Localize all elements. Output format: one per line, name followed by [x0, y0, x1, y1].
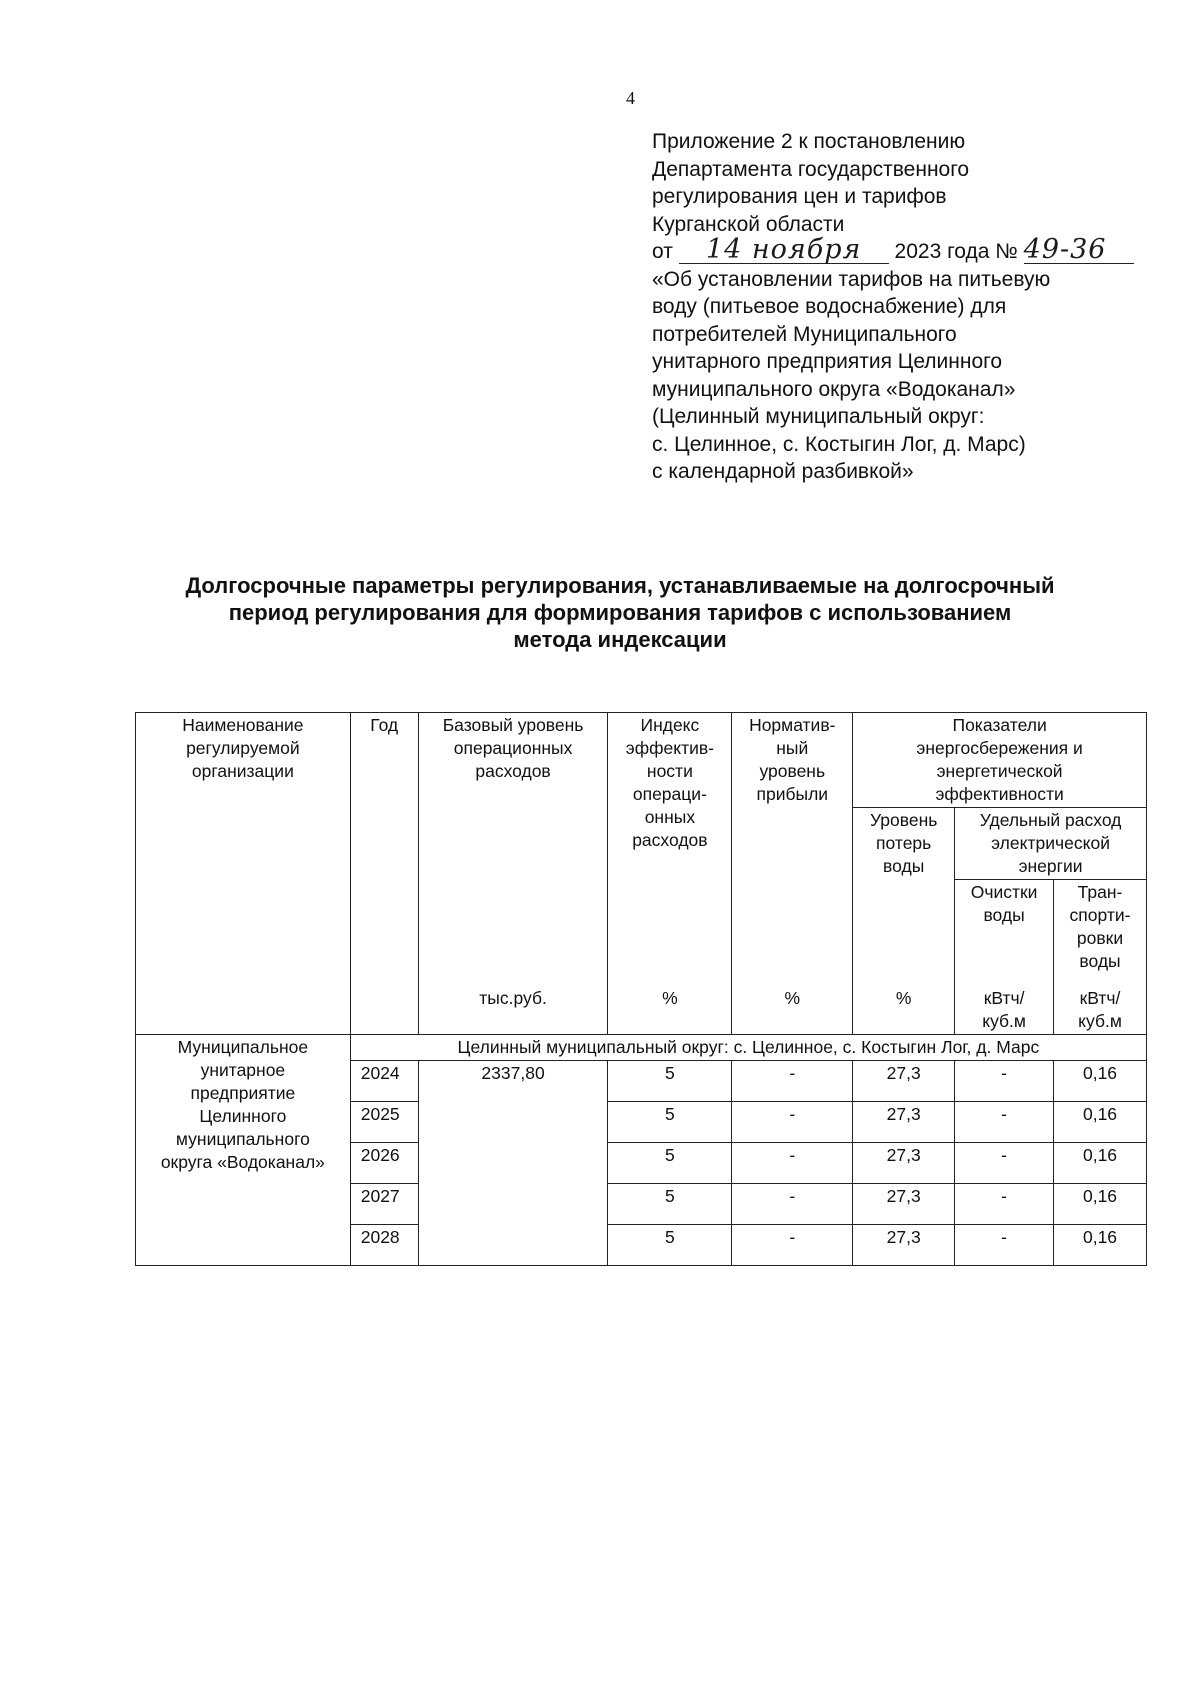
header-base-costs: Базовый уровень операционных расходов [418, 713, 608, 987]
transport-cell: 0,16 [1054, 1061, 1147, 1102]
unit-base-costs: тыс.руб. [418, 986, 608, 1035]
profit-cell: - [732, 1102, 853, 1143]
losses-cell: 27,3 [853, 1225, 955, 1266]
transport-cell: 0,16 [1054, 1225, 1147, 1266]
transport-cell: 0,16 [1054, 1102, 1147, 1143]
number-blank [1023, 234, 1134, 265]
index-cell: 5 [608, 1102, 732, 1143]
year-cell: 2024 [350, 1061, 418, 1102]
header-specific-consumption: Удельный расход электрической энергии [955, 808, 1147, 880]
document-title [120, 572, 1120, 653]
subject-line: «Об установлении тарифов на питьевую [652, 267, 1051, 291]
subject-line: унитарного предприятия Целинного [652, 350, 1003, 373]
transport-cell: 0,16 [1054, 1184, 1147, 1225]
handwritten-number: 49-36 [1023, 234, 1107, 265]
appendix-line: Приложение 2 к постановлению [652, 130, 966, 153]
appendix-line: Департамента государственного [652, 157, 970, 181]
cleaning-cell: - [955, 1225, 1054, 1266]
cleaning-cell: - [955, 1061, 1054, 1102]
profit-cell: - [732, 1143, 853, 1184]
appendix-line: регулирования цен и тарифов [652, 185, 947, 208]
page-number: 4 [626, 88, 635, 108]
appendix-date-line [652, 234, 1152, 266]
title-line: метода индексации [513, 627, 727, 652]
header-water-losses: Уровень потерь воды [853, 808, 955, 987]
index-cell: 5 [608, 1225, 732, 1266]
subject-line: (Целинный муниципальный округ: [652, 405, 985, 428]
year-cell: 2026 [350, 1143, 418, 1184]
org-name-cell: Муниципальное унитарное предприятие Целинного муниципального округа «Водоканал» [136, 1035, 351, 1266]
title-line: период регулирования для формирования тарифов с использованием [228, 600, 1012, 625]
appendix-block [652, 128, 1152, 486]
year-cell: 2028 [350, 1225, 418, 1266]
profit-cell: - [732, 1225, 853, 1266]
transport-cell: 0,16 [1054, 1143, 1147, 1184]
header-water-cleaning: Очистки воды [955, 880, 1054, 987]
unit-cleaning: кВтч/ куб.м [955, 986, 1054, 1035]
subject-line: с календарной разбивкой» [652, 460, 914, 483]
cleaning-cell: - [955, 1102, 1054, 1143]
base-cost-value: 2337,80 [418, 1061, 608, 1266]
cleaning-cell: - [955, 1184, 1054, 1225]
index-cell: 5 [608, 1184, 732, 1225]
unit-profit: % [732, 986, 853, 1035]
year-cell: 2025 [350, 1102, 418, 1143]
date-prefix: от [652, 240, 673, 263]
profit-cell: - [732, 1061, 853, 1102]
profit-cell: - [732, 1184, 853, 1225]
cleaning-cell: - [955, 1143, 1054, 1184]
losses-cell: 27,3 [853, 1184, 955, 1225]
territory-cell: Целинный муниципальный округ: с. Целинное, с. Костыгин Лог, д. Марс [350, 1035, 1146, 1061]
handwritten-date: 14 ноября [705, 234, 862, 265]
parameters-table [135, 712, 1147, 1266]
header-profit-level: Норматив- ный уровень прибыли [732, 713, 853, 987]
unit-index: % [608, 986, 732, 1035]
header-efficiency-index: Индекс эффектив- ности операци- онных расходов [608, 713, 732, 987]
header-energy-indicators: Показатели энергосбережения и энергетической эффективности [853, 713, 1147, 808]
index-cell: 5 [608, 1143, 732, 1184]
year-cell: 2027 [350, 1184, 418, 1225]
unit-transport: кВтч/ куб.м [1054, 986, 1147, 1035]
subject-line: воду (питьевое водоснабжение) для [652, 295, 1007, 318]
index-cell: 5 [608, 1061, 732, 1102]
header-org: Наименование регулируемой организации [136, 713, 351, 1035]
date-year-text: 2023 года № [894, 240, 1018, 263]
subject-line: с. Целинное, с. Костыгин Лог, д. Марс) [652, 432, 1026, 456]
losses-cell: 27,3 [853, 1143, 955, 1184]
losses-cell: 27,3 [853, 1102, 955, 1143]
title-line: Долгосрочные параметры регулирования, устанавливаемые на долгосрочный [185, 573, 1055, 598]
header-water-transport: Тран- спорти- ровки воды [1054, 880, 1147, 987]
appendix-line: Курганской области [652, 212, 845, 236]
subject-line: муниципального округа «Водоканал» [652, 377, 1016, 401]
losses-cell: 27,3 [853, 1061, 955, 1102]
header-year: Год [350, 713, 418, 1035]
unit-losses: % [853, 986, 955, 1035]
date-blank [679, 234, 889, 265]
subject-line: потребителей Муниципального [652, 322, 957, 346]
